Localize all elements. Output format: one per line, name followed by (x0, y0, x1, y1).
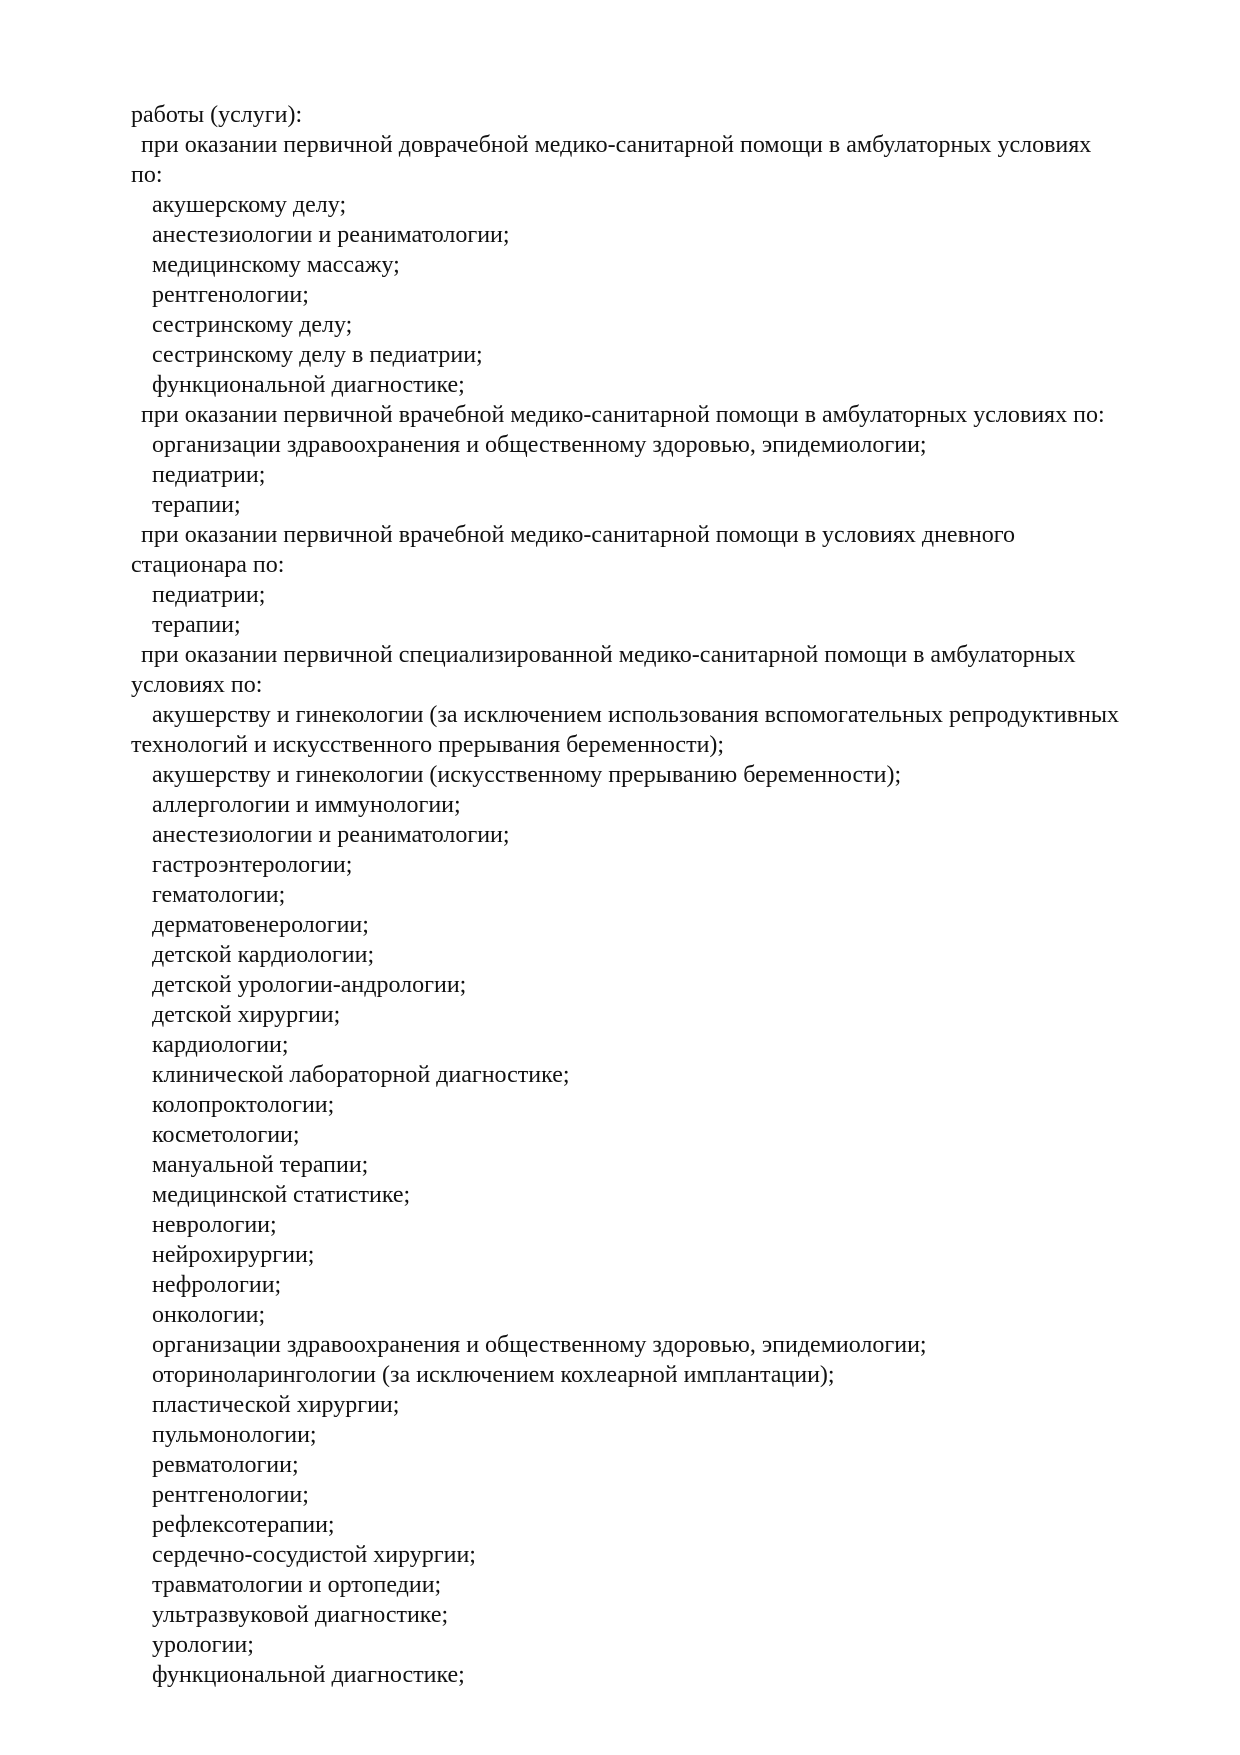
text-line: косметологии; (152, 1122, 300, 1148)
text-line: рентгенологии; (152, 282, 309, 308)
text-line: анестезиологии и реаниматологии; (152, 222, 510, 248)
text-line: детской хирургии; (152, 1002, 341, 1028)
text-line: при оказании первичной доврачебной медико-санитарной помощи в амбулаторных условиях (141, 132, 1092, 158)
text-line: при оказании первичной врачебной медико-санитарной помощи в амбулаторных условиях по: (141, 402, 1105, 428)
text-line: терапии; (152, 612, 241, 638)
text-line: функциональной диагностике; (152, 372, 465, 398)
text-line: нейрохирургии; (152, 1242, 315, 1268)
text-line: анестезиологии и реаниматологии; (152, 822, 510, 848)
text-line: работы (услуги): (131, 102, 303, 128)
text-line: акушерству и гинекологии (искусственному прерыванию беременности); (152, 762, 902, 788)
text-line: дерматовенерологии; (152, 912, 369, 938)
text-line: гематологии; (152, 882, 286, 908)
text-line: функциональной диагностике; (152, 1662, 465, 1688)
text-line: сестринскому делу; (152, 312, 353, 338)
text-line: медицинскому массажу; (152, 252, 400, 278)
text-line: травматологии и ортопедии; (152, 1572, 442, 1598)
text-line: акушерству и гинекологии (за исключением использования вспомогательных репродуктивных (152, 702, 1119, 728)
text-line: колопроктологии; (152, 1092, 335, 1118)
document-text-block (131, 100, 1206, 1690)
text-line: гастроэнтерологии; (152, 852, 353, 878)
text-line: стационара по: (131, 552, 285, 578)
text-line: аллергологии и иммунологии; (152, 792, 461, 818)
text-line: медицинской статистике; (152, 1182, 411, 1208)
text-line: детской кардиологии; (152, 942, 375, 968)
text-line: акушерскому делу; (152, 192, 347, 218)
text-line: нефрологии; (152, 1272, 282, 1298)
text-line: технологий и искусственного прерывания беременности); (131, 732, 725, 758)
text-line: оториноларингологии (за исключением кохлеарной имплантации); (152, 1362, 835, 1388)
text-line: терапии; (152, 492, 241, 518)
text-line: неврологии; (152, 1212, 277, 1238)
text-line: ультразвуковой диагностике; (152, 1602, 449, 1628)
text-line: пластической хирургии; (152, 1392, 400, 1418)
text-line: при оказании первичной врачебной медико-санитарной помощи в условиях дневного (141, 522, 1015, 548)
text-line: онкологии; (152, 1302, 266, 1328)
text-line: организации здравоохранения и общественному здоровью, эпидемиологии; (152, 1332, 927, 1358)
text-line: кардиологии; (152, 1032, 289, 1058)
text-line: педиатрии; (152, 462, 266, 488)
text-line: ревматологии; (152, 1452, 299, 1478)
text-line: мануальной терапии; (152, 1152, 369, 1178)
text-line: урологии; (152, 1632, 254, 1658)
text-line: детской урологии-андрологии; (152, 972, 467, 998)
text-line: организации здравоохранения и общественному здоровью, эпидемиологии; (152, 432, 927, 458)
text-line: клинической лабораторной диагностике; (152, 1062, 570, 1088)
text-line: рентгенологии; (152, 1482, 309, 1508)
text-line: сердечно-сосудистой хирургии; (152, 1542, 476, 1568)
text-line: по: (131, 162, 163, 188)
text-line: педиатрии; (152, 582, 266, 608)
text-line: условиях по: (131, 672, 263, 698)
text-line: сестринскому делу в педиатрии; (152, 342, 483, 368)
text-line: рефлексотерапии; (152, 1512, 335, 1538)
text-line: при оказании первичной специализированной медико-санитарной помощи в амбулаторных (141, 642, 1076, 668)
text-line: пульмонологии; (152, 1422, 317, 1448)
